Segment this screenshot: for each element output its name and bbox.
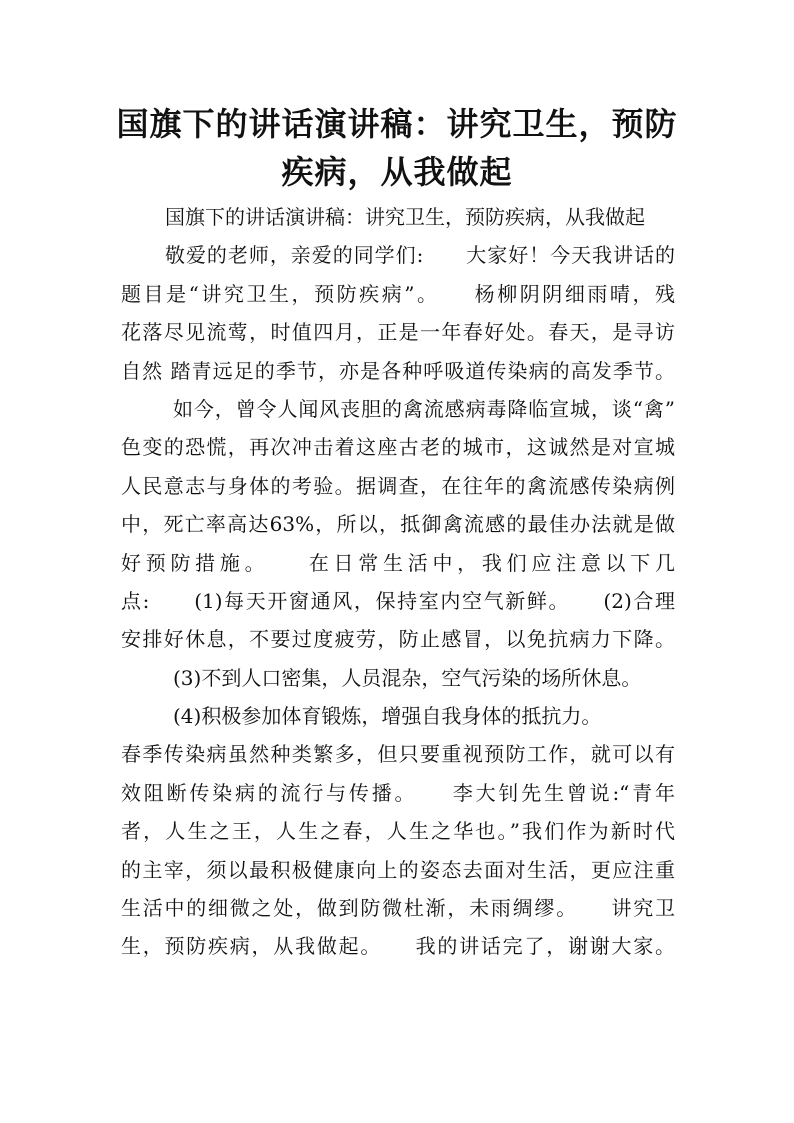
- body-line: 题目是“讲究卫生，预防疾病”。 杨柳阴阴细雨晴，残: [121, 281, 675, 306]
- body-line: 人民意志与身体的考验。据调查，在往年的禽流感传染病例: [121, 473, 675, 498]
- body-line: (3)不到人口密集，人员混杂，空气污染的场所休息。: [173, 665, 642, 690]
- title-line-1: 国旗下的讲话演讲稿：讲究卫生，预防: [116, 105, 678, 143]
- document-body: [121, 198, 675, 966]
- body-line: 效阻断传染病的流行与传播。 李大钊先生曾说:“青年: [121, 780, 675, 805]
- body-line: 花落尽见流莺，时值四月，正是一年春好处。春天，是寻访: [121, 320, 675, 345]
- subtitle-line: 国旗下的讲话演讲稿：讲究卫生，预防疾病，从我做起: [165, 205, 645, 229]
- body-line: 点: (1)每天开窗通风，保持室内空气新鲜。 (2)合理: [121, 588, 675, 613]
- body-line: 的主宰，须以最积极健康向上的姿态去面对生活，更应注重: [121, 857, 675, 882]
- document-title: [110, 100, 684, 196]
- body-line: 生，预防疾病，从我做起。 我的讲话完了，谢谢大家。: [121, 934, 675, 959]
- body-line: 者，人生之王，人生之春，人生之华也。”我们作为新时代: [121, 819, 675, 844]
- body-line: 敬爱的老师，亲爱的同学们: 大家好！今天我讲话的: [165, 243, 675, 268]
- body-line: 生活中的细微之处，做到防微杜渐，未雨绸缪。 讲究卫: [121, 896, 675, 921]
- body-line: 色变的恐慌，再次冲击着这座古老的城市，这诚然是对宣城: [121, 435, 675, 460]
- body-line: 自然 踏青远足的季节，亦是各种呼吸道传染病的高发季节。: [121, 358, 675, 383]
- body-line: 春季传染病虽然种类繁多，但只要重视预防工作，就可以有: [121, 742, 675, 767]
- body-line: 中，死亡率高达63%，所以，抵御禽流感的最佳办法就是做: [121, 512, 675, 537]
- title-line-2: 疾病，从我做起: [281, 153, 513, 191]
- body-line: 如今，曾令人闻风丧胆的禽流感病毒降临宣城，谈“禽”: [173, 396, 675, 421]
- body-line: (4)积极参加体育锻炼，增强自我身体的抵抗力。: [173, 704, 602, 729]
- body-line: 安排好休息，不要过度疲劳，防止感冒，以免抗病力下降。: [121, 627, 675, 652]
- body-line: 好预防措施。 在日常生活中，我们应注意以下几: [121, 550, 675, 575]
